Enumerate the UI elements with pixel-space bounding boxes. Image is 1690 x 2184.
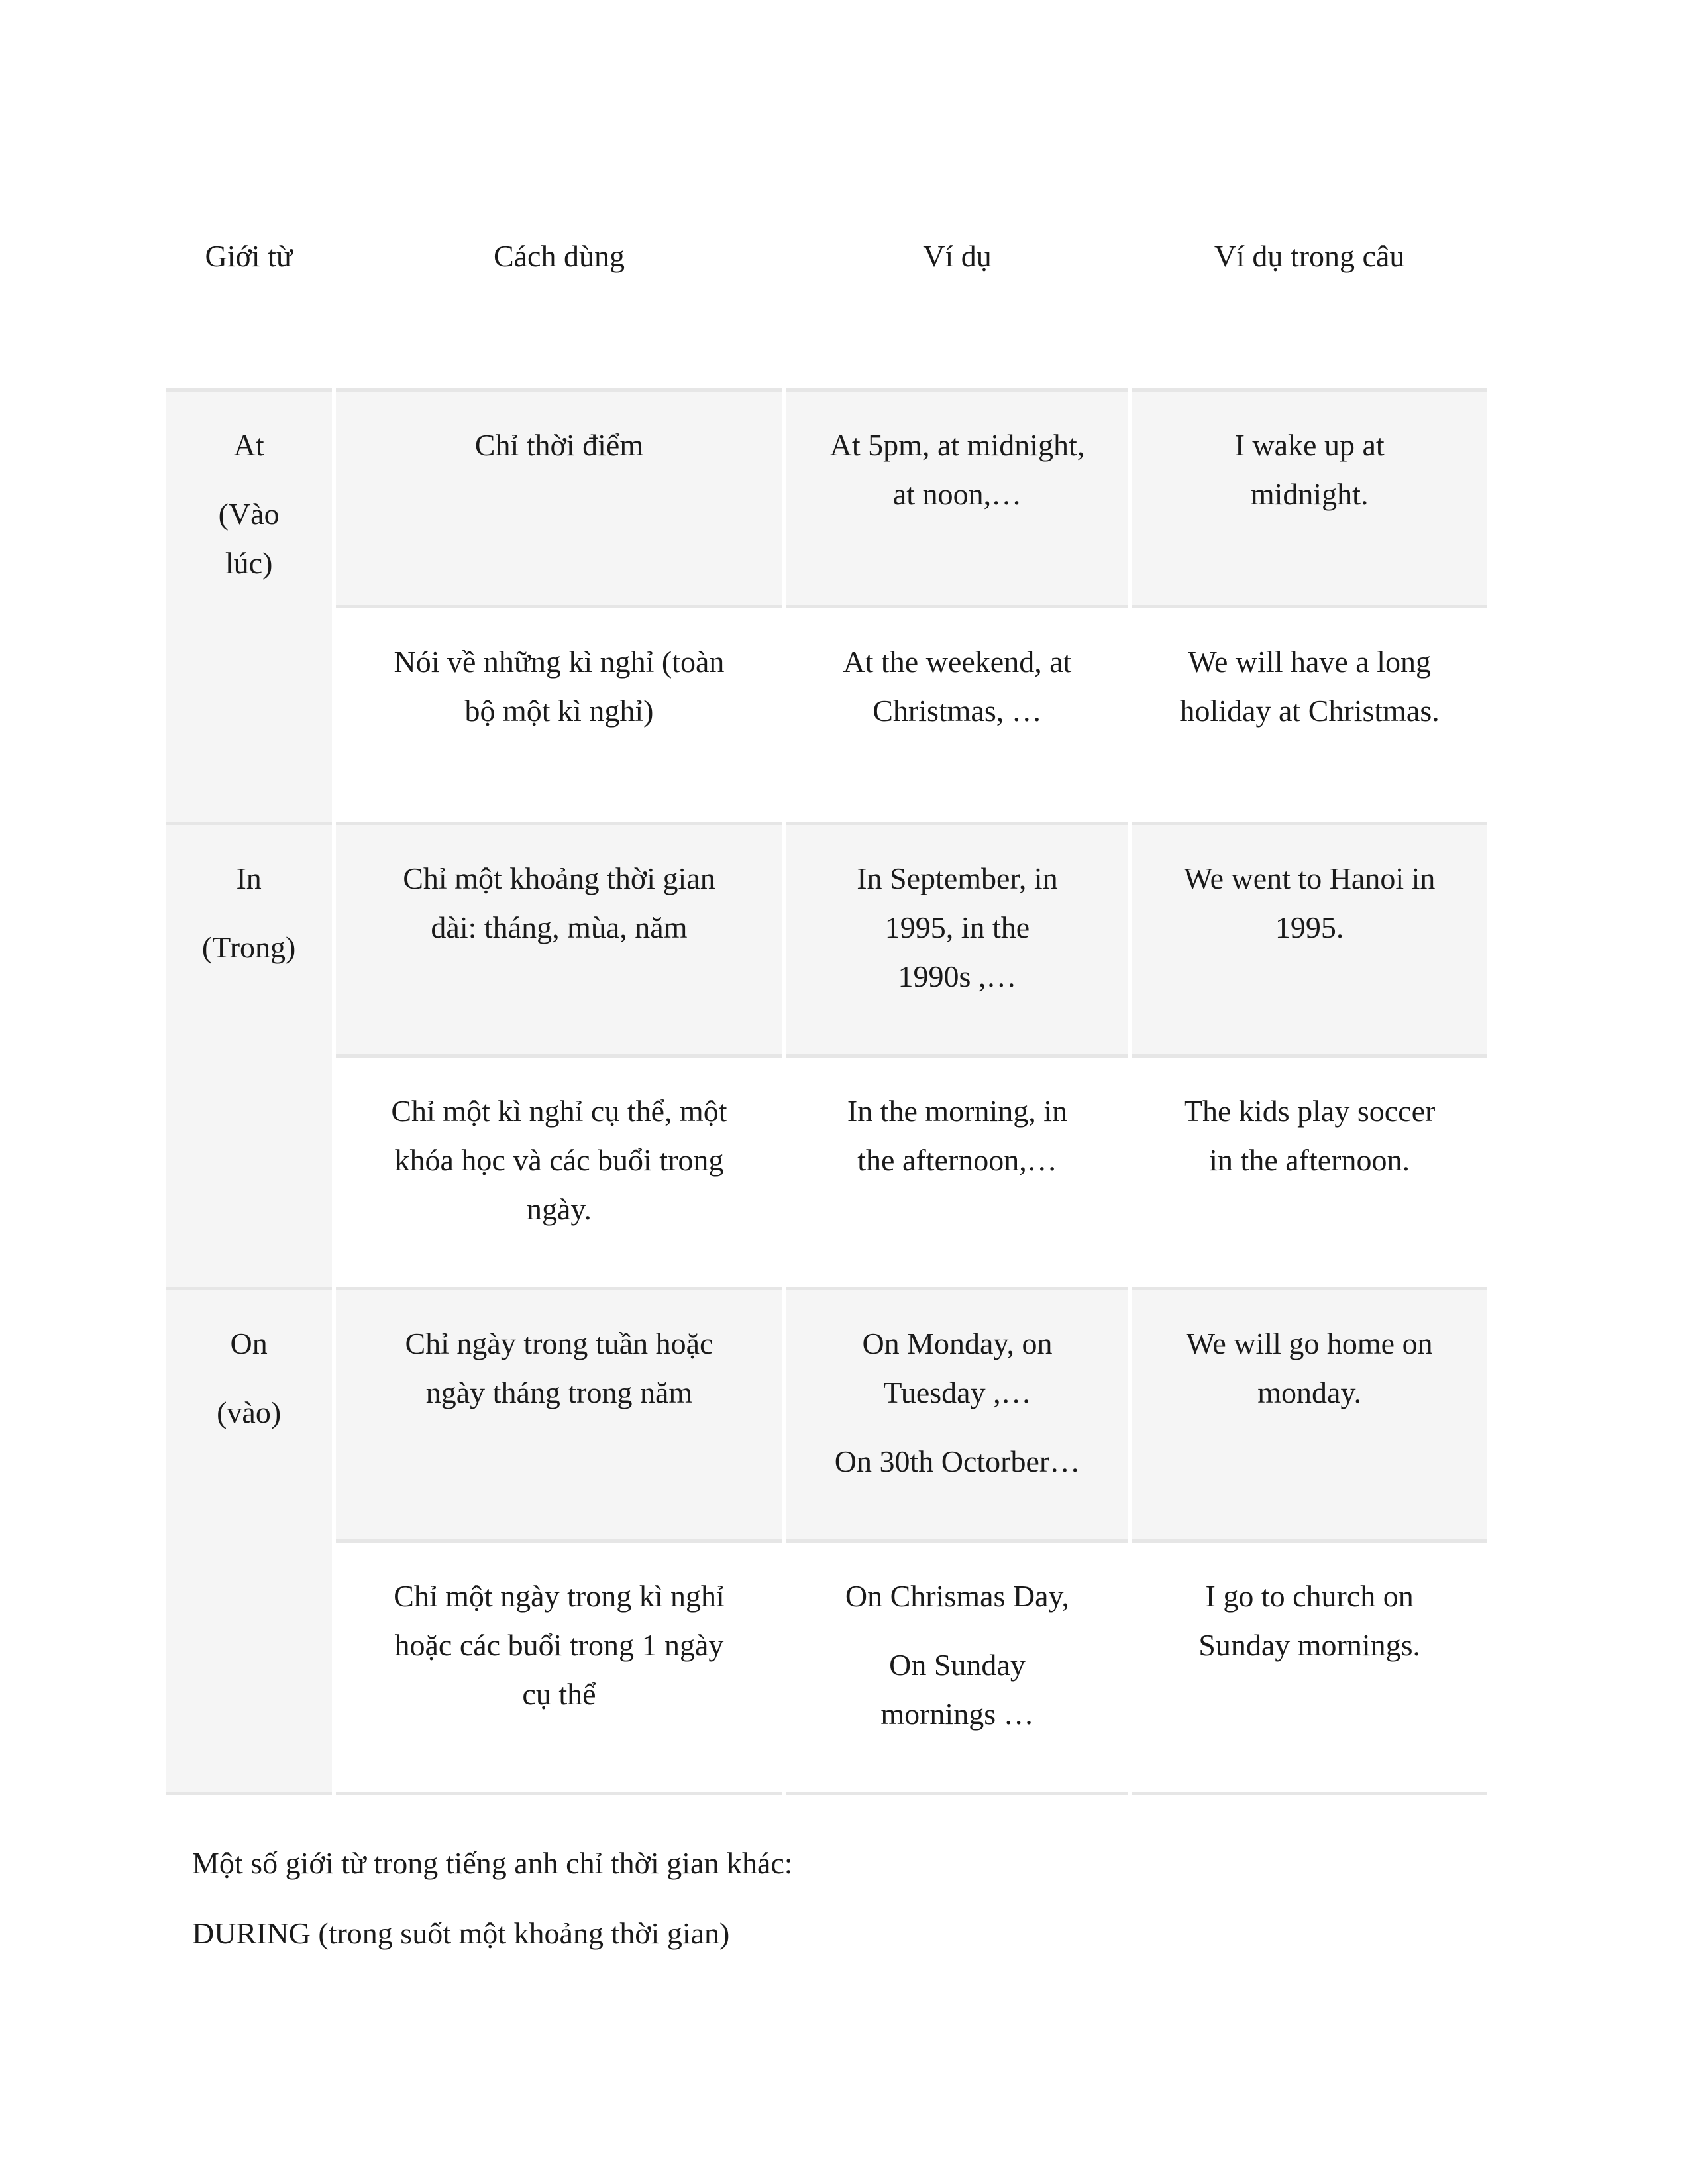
meaning-line: lúc) xyxy=(225,546,273,580)
preposition-table xyxy=(162,213,1491,1795)
example-cell xyxy=(786,392,1129,608)
example-line: On Sunday xyxy=(889,1648,1026,1682)
sentence-line: I go to church on xyxy=(1205,1579,1414,1613)
sentence-cell xyxy=(1132,1058,1487,1290)
example-line: mornings … xyxy=(880,1697,1034,1731)
table-row xyxy=(166,825,1487,1058)
table-row xyxy=(166,608,1487,825)
sentence-line: I wake up at xyxy=(1234,428,1385,462)
sentence-line: monday. xyxy=(1257,1376,1361,1409)
sentence-cell xyxy=(1132,825,1487,1058)
note-during: DURING (trong suốt một khoảng thời gian) xyxy=(192,1916,730,1950)
preposition-meaning xyxy=(185,490,312,588)
example-extra xyxy=(806,1641,1109,1739)
table-header-row xyxy=(166,213,1487,392)
example-cell xyxy=(786,1290,1129,1543)
header-example: Ví dụ xyxy=(786,213,1129,392)
example-cell xyxy=(786,1058,1129,1290)
usage-line: bộ một kì nghỉ) xyxy=(464,694,654,728)
preposition-meaning xyxy=(185,1388,312,1437)
sentence-line: 1995. xyxy=(1275,910,1344,944)
sentence-line: We went to Hanoi in xyxy=(1183,861,1436,895)
example-line: At 5pm, at midnight, xyxy=(829,428,1085,462)
sentence-line: We will go home on xyxy=(1186,1327,1433,1360)
sentence-line: We will have a long xyxy=(1188,645,1432,679)
example-line: In the morning, in xyxy=(847,1094,1068,1128)
table-row xyxy=(166,1290,1487,1543)
meaning-line: (vào) xyxy=(217,1395,282,1429)
header-sentence-example: Ví dụ trong câu xyxy=(1132,213,1487,392)
table-row xyxy=(166,1058,1487,1290)
preposition-word: On xyxy=(230,1327,268,1360)
table-row xyxy=(166,392,1487,608)
usage-cell xyxy=(336,608,782,825)
usage-line: hoặc các buổi trong 1 ngày xyxy=(394,1628,724,1662)
sentence-cell xyxy=(1132,608,1487,825)
sentence-cell xyxy=(1132,1290,1487,1543)
example-line: On Monday, on xyxy=(862,1327,1053,1360)
example-line: Christmas, … xyxy=(872,694,1042,728)
preposition-cell-at xyxy=(166,392,332,825)
preposition-word: In xyxy=(236,861,262,895)
meaning-line: (Trong) xyxy=(201,930,296,964)
preposition-cell-on xyxy=(166,1290,332,1795)
usage-cell xyxy=(336,1058,782,1290)
example-cell xyxy=(786,825,1129,1058)
sentence-line: holiday at Christmas. xyxy=(1179,694,1440,728)
preposition-meaning xyxy=(185,923,312,972)
usage-line: Nói về những kì nghỉ (toàn xyxy=(394,645,725,679)
example-line: the afternoon,… xyxy=(857,1143,1057,1177)
sentence-line: The kids play soccer xyxy=(1183,1094,1436,1128)
example-extra xyxy=(806,1437,1109,1486)
usage-cell xyxy=(336,825,782,1058)
note-other-prepositions: Một số giới từ trong tiếng anh chỉ thời gian khác: xyxy=(192,1846,793,1880)
example-line: 1990s ,… xyxy=(898,959,1017,993)
sentence-line: Sunday mornings. xyxy=(1198,1628,1421,1662)
usage-cell xyxy=(336,1290,782,1543)
preposition-word: At xyxy=(233,428,264,462)
example-line: 1995, in the xyxy=(884,910,1030,944)
usage-line: cụ thể xyxy=(522,1677,596,1711)
preposition-cell-in xyxy=(166,825,332,1290)
header-preposition: Giới từ xyxy=(166,213,332,392)
example-line: On Chrismas Day, xyxy=(845,1579,1070,1613)
usage-line: ngày. xyxy=(527,1192,592,1226)
example-cell xyxy=(786,608,1129,825)
example-cell xyxy=(786,1543,1129,1795)
usage-line: dài: tháng, mùa, năm xyxy=(431,910,688,944)
usage-cell xyxy=(336,1543,782,1795)
header-usage: Cách dùng xyxy=(336,213,782,392)
table-row xyxy=(166,1543,1487,1795)
meaning-line: (Vào xyxy=(218,497,280,531)
usage-line: Chỉ một ngày trong kì nghỉ xyxy=(394,1579,725,1613)
sentence-line: in the afternoon. xyxy=(1209,1143,1410,1177)
sentence-line: midnight. xyxy=(1250,477,1369,511)
example-line: at noon,… xyxy=(892,477,1022,511)
usage-line: Chỉ một khoảng thời gian xyxy=(403,861,715,895)
usage-line: Chỉ ngày trong tuần hoặc xyxy=(405,1327,713,1360)
example-line: On 30th Octorber… xyxy=(834,1445,1081,1478)
example-line: Tuesday ,… xyxy=(883,1376,1031,1409)
usage-line: khóa học và các buổi trong xyxy=(394,1143,724,1177)
example-line: In September, in xyxy=(857,861,1058,895)
usage-line: Chỉ thời điểm xyxy=(474,428,644,462)
sentence-cell xyxy=(1132,392,1487,608)
usage-cell xyxy=(336,392,782,608)
usage-line: ngày tháng trong năm xyxy=(425,1376,693,1409)
example-line: At the weekend, at xyxy=(843,645,1072,679)
sentence-cell xyxy=(1132,1543,1487,1795)
usage-line: Chỉ một kì nghỉ cụ thể, một xyxy=(391,1094,727,1128)
